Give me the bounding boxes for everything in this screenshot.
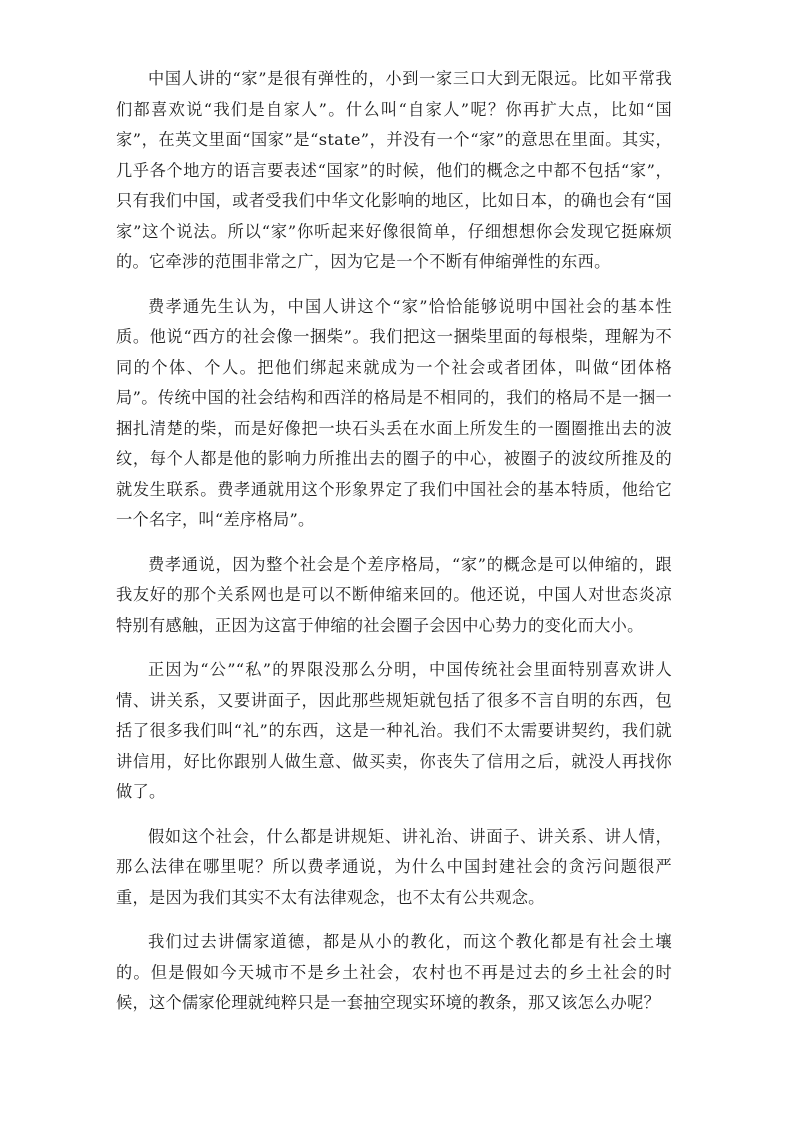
document-body <box>116 64 672 1033</box>
paragraph-4: 正因为“公”“私”的界限没那么分明，中国传统社会里面特别喜欢讲人情、讲关系，又要讲面子，因此那些规矩就包括了很多不言自明的东西，包括了很多我们叫“礼”的东西，这是一种礼治。我们不太需要讲契约，我们就讲信用，好比你跟别人做生意、做买卖，你丧失了信用之后，就没人再找你做了。 <box>116 660 672 801</box>
paragraph-6: 我们过去讲儒家道德，都是从小的教化，而这个教化都是有社会土壤的。但是假如今天城市不是乡土社会，农村也不再是过去的乡土社会的时候，这个儒家伦理就纯粹只是一套抽空现实环境的教条，那又该怎么办呢？ <box>116 932 672 1012</box>
paragraph-1: 中国人讲的“家”是很有弹性的，小到一家三口大到无限远。比如平常我们都喜欢说“我们是自家人”。什么叫“自家人”呢？你再扩大点，比如“国家”，在英文里面“国家”是“state”，并没有一个“家”的意思在里面。其实，几乎各个地方的语言要表述“国家”的时候，他们的概念之中都不包括“家”，只有我们中国，或者受我们中华文化影响的地区，比如日本，的确也会有“国家”这个说法。所以“家”你听起来好像很简单，仔细想想你会发现它挺麻烦的。它牵涉的范围非常之广，因为它是一个不断有伸缩弹性的东西。 <box>116 69 672 271</box>
paragraph-3: 费孝通说，因为整个社会是个差序格局，“家”的概念是可以伸缩的，跟我友好的那个关系网也是可以不断伸缩来回的。他还说，中国人对世态炎凉特别有感触，正因为这富于伸缩的社会圈子会因中心势力的变化而大小。 <box>116 554 672 635</box>
paragraph-2: 费孝通先生认为，中国人讲这个“家”恰恰能够说明中国社会的基本性质。他说“西方的社会像一捆柴”。我们把这一捆柴里面的每根柴，理解为不同的个体、个人。把他们绑起来就成为一个社会或者团体，叫做“团体格局”。传统中国的社会结构和西洋的格局是不相同的，我们的格局不是一捆一捆扎清楚的柴，而是好像把一块石头丢在水面上所发生的一圈圈推出去的波纹，每个人都是他的影响力所推出去的圈子的中心，被圈子的波纹所推及的就发生联系。费孝通就用这个形象界定了我们中国社会的基本特质，他给它一个名字，叫“差序格局”。 <box>116 296 672 529</box>
paragraph-5: 假如这个社会，什么都是讲规矩、讲礼治、讲面子、讲关系、讲人情，那么法律在哪里呢？所以费孝通说，为什么中国封建社会的贪污问题很严重，是因为我们其实不太有法律观念，也不太有公共观念。 <box>116 826 672 907</box>
